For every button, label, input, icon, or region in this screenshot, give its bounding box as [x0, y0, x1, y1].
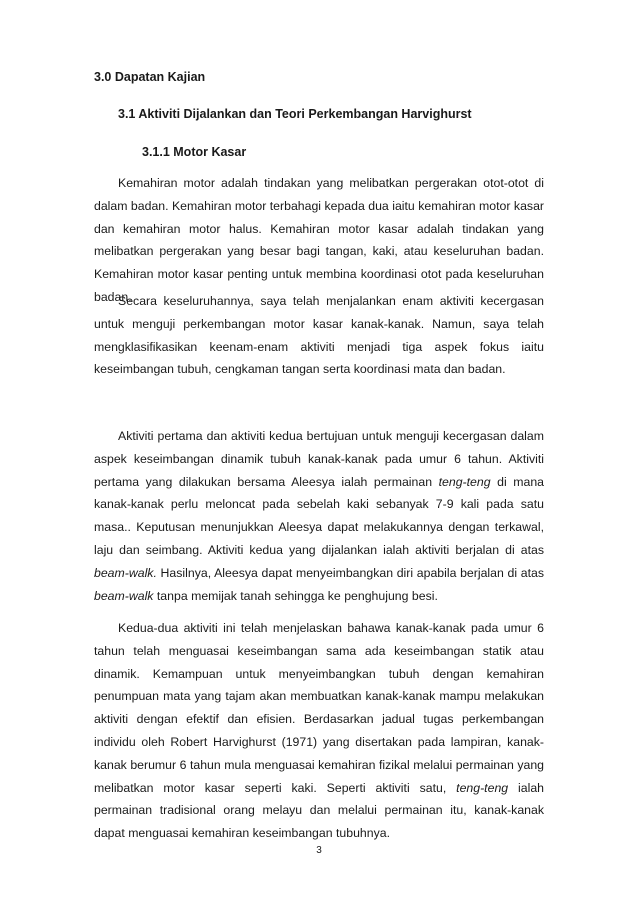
text-run: Aktiviti pertama dan aktiviti kedua bertujuan untuk menguji kecergasan dalam aspek keseimbangan dinamik tubuh kanak-kanak pada umur 6 tahun. Aktiviti pertama yang dilakukan bersama Aleesya ialah permainan: [94, 429, 544, 489]
italic-term: beam-walk: [94, 588, 154, 603]
italic-term: beam-walk.: [94, 565, 157, 580]
subsubsection-heading: 3.1.1 Motor Kasar: [142, 145, 247, 159]
section-heading: 3.0 Dapatan Kajian: [94, 70, 206, 84]
paragraph-activities-overview: Secara keseluruhannya, saya telah menjalankan enam aktiviti kecergasan untuk menguji perkembangan motor kasar kanak-kanak. Namun, saya telah mengklasifikasikan keenam-enam aktiviti menjadi tiga aspek fokus iaitu keseimbangan tubuh, cengkaman tangan serta koordinasi mata dan badan.: [94, 294, 544, 377]
subsection-heading: 3.1 Aktiviti Dijalankan dan Teori Perkembangan Harvighurst: [118, 107, 472, 121]
text-run: ialah permainan tradisional orang melayu dan melalui permainan itu, kanak-kanak dapat menguasai kemahiran keseimbangan tubuhnya.: [94, 780, 545, 841]
paragraph-conclusion: [94, 617, 544, 845]
text-run: Kedua-dua aktiviti ini telah menjelaskan bahawa kanak-kanak pada umur 6 tahun telah menguasai keseimbangan sama ada keseimbangan statik atau dinamik. Kemampuan untuk menyeimbangkan tubuh dengan kemahiran penumpuan mata yang tajam akan membuatkan kanak-kanak mampu melakukan aktiviti dengan efektif dan efisien. Berdasarkan jadual tugas perkembangan individu oleh Robert Harvighurst (1971) yang disertakan pada lampiran, kanak-kanak berumur 6 tahun mula menguasai kemahiran fizikal melalui permainan yang melibatkan motor kasar seperti kaki. Seperti aktiviti satu,: [94, 621, 544, 795]
text-run: di mana kanak-kanak perlu meloncat pada sebelah kaki sebanyak 7-9 kali pada satu masa.. Keputusan menunjukkan Aleesya dapat melakukannya dengan terkawal, laju dan seimbang. Aktiviti kedua yang dijalankan ialah aktiviti berjalan di atas: [94, 474, 544, 557]
page-number: 3: [316, 845, 322, 856]
paragraph-balance-activities: [94, 425, 544, 607]
italic-term: teng-teng: [438, 474, 491, 489]
italic-term: teng-teng: [456, 780, 509, 795]
text-run: Hasilnya, Aleesya dapat menyeimbangkan diri apabila berjalan di atas: [156, 565, 544, 580]
text-run: tanpa memijak tanah sehingga ke penghujung besi.: [153, 588, 438, 603]
paragraph-motor-definition: Kemahiran motor adalah tindakan yang melibatkan pergerakan otot-otot di dalam badan. Kemahiran motor terbahagi kepada dua iaitu kemahiran motor kasar dan kemahiran motor halus. Kemahiran motor kasar adalah tindakan yang melibatkan pergerakan yang besar bagi tangan, kaki, atau keseluruhan badan. Kemahiran motor kasar penting untuk membina koordinasi otot pada keseluruhan badan.: [94, 176, 544, 304]
